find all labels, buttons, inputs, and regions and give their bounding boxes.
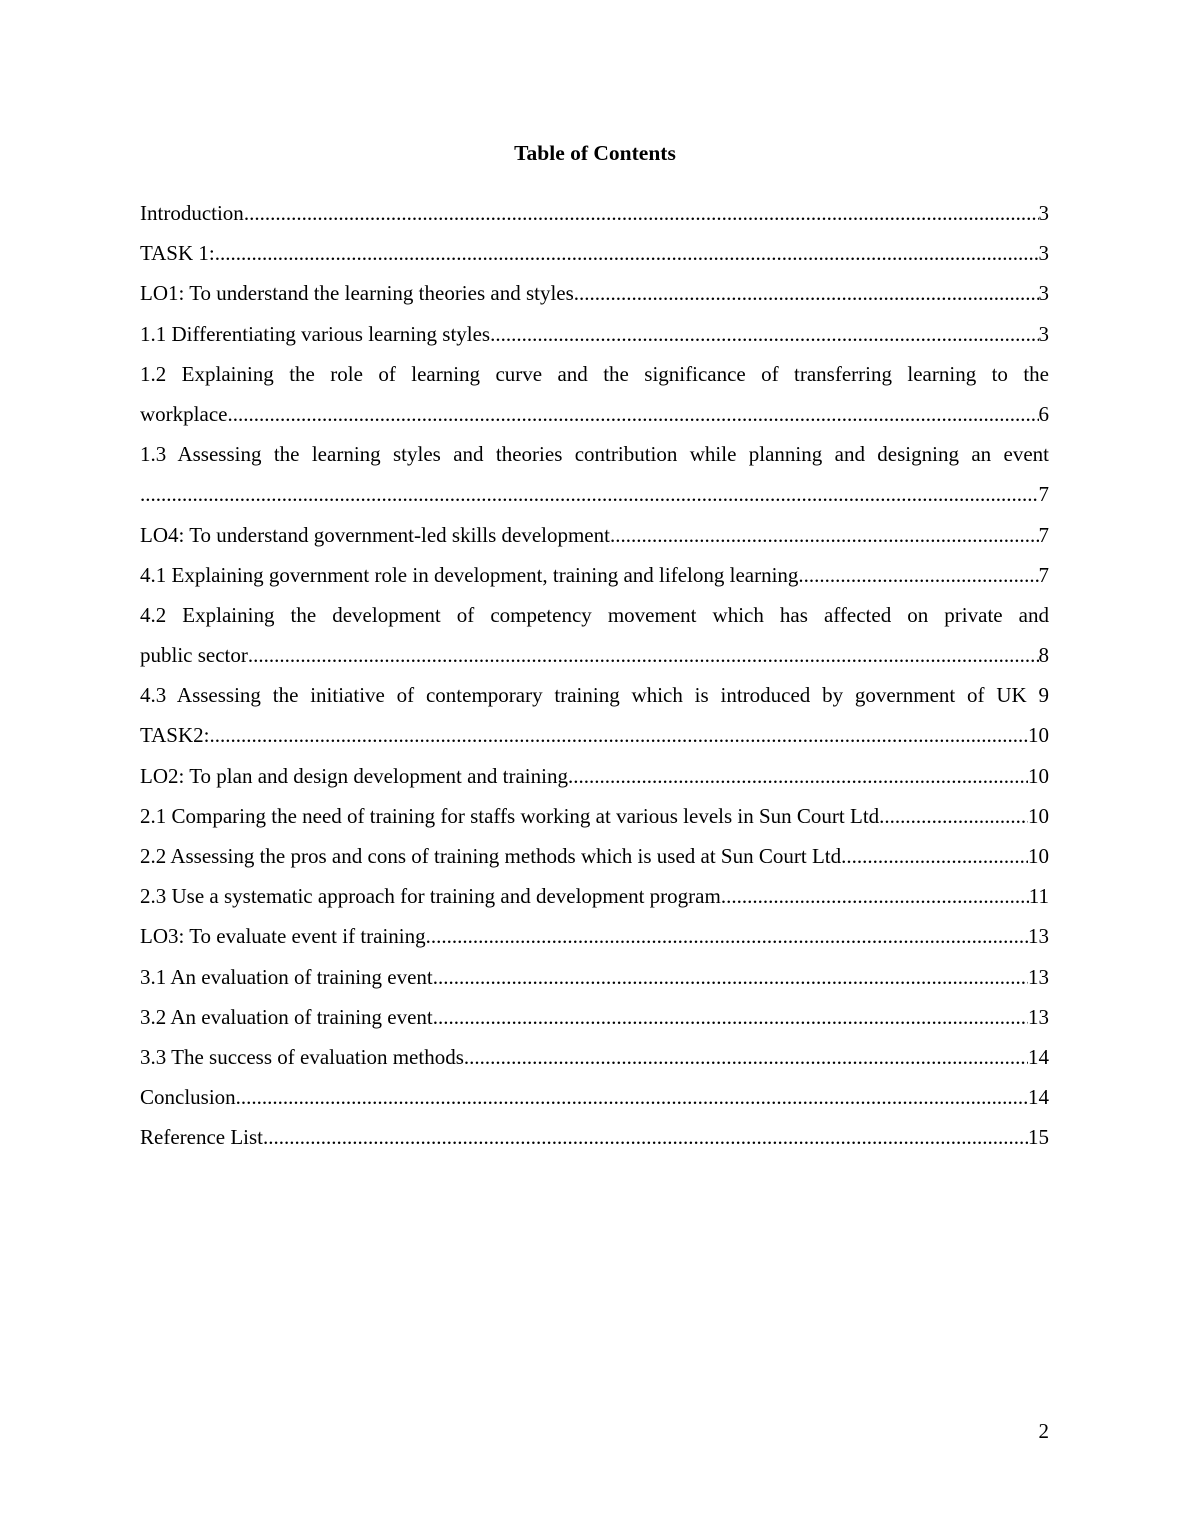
- dot-leader: [236, 1077, 1028, 1117]
- toc-entry-line: [140, 233, 1049, 273]
- toc-entry-page: 6: [1038, 401, 1049, 426]
- dot-leader: [879, 796, 1028, 836]
- toc-entry-page: 13: [1028, 964, 1049, 989]
- dot-leader: [227, 394, 1038, 434]
- dot-leader: [490, 314, 1038, 354]
- toc-entry-page: 8: [1038, 643, 1049, 668]
- dot-leader: [426, 916, 1028, 956]
- toc-entry-page: 15: [1028, 1125, 1049, 1150]
- toc-entry[interactable]: [140, 1077, 1049, 1117]
- toc-entry-line: [140, 193, 1049, 233]
- toc-entry-title-text: LO3: To evaluate event if training: [140, 924, 426, 949]
- toc-entry-line: [140, 314, 1049, 354]
- toc-entry-title-text: Reference List: [140, 1125, 264, 1150]
- toc-entry[interactable]: [140, 273, 1049, 313]
- toc-entry-title-text: 4.1 Explaining government role in development, training and lifelong learning: [140, 562, 799, 587]
- toc-entry-title-text: LO1: To understand the learning theories and styles: [140, 281, 574, 306]
- toc-entry-title-text: Conclusion: [140, 1085, 236, 1110]
- toc-entry-line: [140, 273, 1049, 313]
- toc-entry-title-text: workplace: [140, 401, 228, 426]
- toc-entry-title-text: 1.1 Differentiating various learning styles: [140, 321, 491, 346]
- toc-title: Table of Contents: [514, 141, 676, 165]
- dot-leader: [433, 957, 1028, 997]
- toc-entry-title-line: 1.2 Explaining the role of learning curve and the significance of transferring learning to the: [140, 361, 1049, 386]
- dot-leader: [263, 1117, 1028, 1157]
- toc-entry-title-text: TASK2:: [140, 723, 210, 748]
- toc-entry-title-text: 3.3 The success of evaluation methods: [140, 1044, 464, 1069]
- toc-entry-page: 10: [1028, 763, 1049, 788]
- dot-leader: [248, 635, 1039, 675]
- toc-entry-line: [140, 555, 1049, 595]
- toc-entry-page: 13: [1028, 924, 1049, 949]
- page-number: 2: [1038, 1419, 1049, 1443]
- toc-entry-title-text: 3.1 An evaluation of training event: [140, 964, 433, 989]
- toc-entry-title-text: 2.1 Comparing the need of training for staffs working at various levels in Sun Court Ltd: [140, 803, 880, 828]
- toc-entry-page: 3: [1038, 281, 1049, 306]
- dot-leader: [610, 515, 1039, 555]
- dot-leader: [215, 233, 1039, 273]
- dot-leader: [244, 193, 1039, 233]
- toc-entry[interactable]: [140, 314, 1049, 354]
- toc-entry-line: [140, 997, 1049, 1037]
- dot-leader: [574, 273, 1039, 313]
- toc-entry[interactable]: [140, 193, 1049, 233]
- dot-leader: [721, 876, 1029, 916]
- toc-entry-title-text: public sector: [140, 643, 248, 668]
- toc-entry-page: 3: [1038, 321, 1049, 346]
- toc-entry-title-text: LO4: To understand government-led skills development: [140, 522, 610, 547]
- toc-entry-title-text: 4.3 Assessing the initiative of contemporary training which is introduced by government of UK: [140, 683, 1027, 708]
- toc-entry[interactable]: [140, 515, 1049, 555]
- toc-entry-page: 9: [1038, 683, 1049, 708]
- dot-leader: [841, 836, 1028, 876]
- toc-entry-line: [140, 715, 1049, 755]
- dot-leader: [433, 997, 1028, 1037]
- toc-entry-line: [140, 394, 1049, 434]
- toc-entry-title-line: 1.3 Assessing the learning styles and theories contribution while planning and designing an event: [140, 442, 1049, 467]
- toc-entry-page: 10: [1028, 723, 1049, 748]
- toc-entry-page: 10: [1028, 803, 1049, 828]
- toc-entry-line: [140, 957, 1049, 997]
- toc-entry-title-text: LO2: To plan and design development and training: [140, 763, 568, 788]
- toc-entry[interactable]: [140, 675, 1049, 715]
- toc-entry-page: 14: [1028, 1085, 1049, 1110]
- toc-entry-title-text: TASK 1:: [140, 241, 215, 266]
- toc-entry-title-text: 3.2 An evaluation of training event: [140, 1004, 433, 1029]
- toc-entry[interactable]: [140, 1117, 1049, 1157]
- toc-entry-line: [140, 916, 1049, 956]
- toc-entry-title-text: 2.2 Assessing the pros and cons of training methods which is used at Sun Court Ltd: [140, 844, 842, 868]
- toc-entry-page: 14: [1028, 1044, 1049, 1069]
- toc-entry-page: 10: [1028, 844, 1049, 868]
- toc-entry-line: [140, 796, 1049, 836]
- toc-entry-page: 13: [1028, 1004, 1049, 1029]
- toc-entry[interactable]: [140, 354, 1049, 434]
- toc-entry-page: 3: [1038, 201, 1049, 225]
- toc-entry-line: [140, 635, 1049, 675]
- toc-entry-line: [140, 1117, 1049, 1157]
- dot-leader: [464, 1037, 1028, 1077]
- dot-leader: [568, 756, 1028, 796]
- toc-entry[interactable]: [140, 1037, 1049, 1077]
- toc-entry[interactable]: [140, 233, 1049, 273]
- toc-entry-title-text: Introduction: [140, 201, 244, 225]
- toc-entry-line: [140, 1077, 1049, 1117]
- toc-entry[interactable]: [140, 555, 1049, 595]
- toc-entry[interactable]: [140, 595, 1049, 675]
- toc-entry-line: [140, 876, 1049, 916]
- toc-entry[interactable]: [140, 434, 1049, 514]
- toc-entry-line: [140, 515, 1049, 555]
- dot-leader: [798, 555, 1038, 595]
- toc-entry[interactable]: [140, 997, 1049, 1037]
- toc-entry-title: [140, 675, 1049, 715]
- toc-entry-page: 3: [1038, 241, 1049, 266]
- toc-entry-page: 7: [1038, 522, 1049, 547]
- table-of-contents: [140, 193, 1049, 1158]
- toc-entry-line: [140, 474, 1049, 514]
- toc-entry-line: [140, 836, 1049, 876]
- toc-entry-title-line: 4.2 Explaining the development of competency movement which has affected on private and: [140, 602, 1049, 627]
- toc-entry[interactable]: [140, 916, 1049, 956]
- toc-entry-line: [140, 1037, 1049, 1077]
- toc-entry-line: [140, 756, 1049, 796]
- toc-entry-title-text: 2.3 Use a systematic approach for training and development program: [140, 884, 721, 909]
- dot-leader: [140, 474, 1039, 514]
- toc-entry-page: 7: [1038, 562, 1049, 587]
- toc-entry-page: 11: [1028, 884, 1049, 909]
- toc-entry[interactable]: [140, 957, 1049, 997]
- toc-entry[interactable]: [140, 876, 1049, 916]
- toc-entry-page: 7: [1038, 482, 1049, 507]
- toc-entry[interactable]: [140, 796, 1049, 836]
- toc-entry[interactable]: [140, 715, 1049, 755]
- toc-entry[interactable]: [140, 756, 1049, 796]
- dot-leader: [210, 715, 1029, 755]
- toc-entry[interactable]: [140, 836, 1049, 876]
